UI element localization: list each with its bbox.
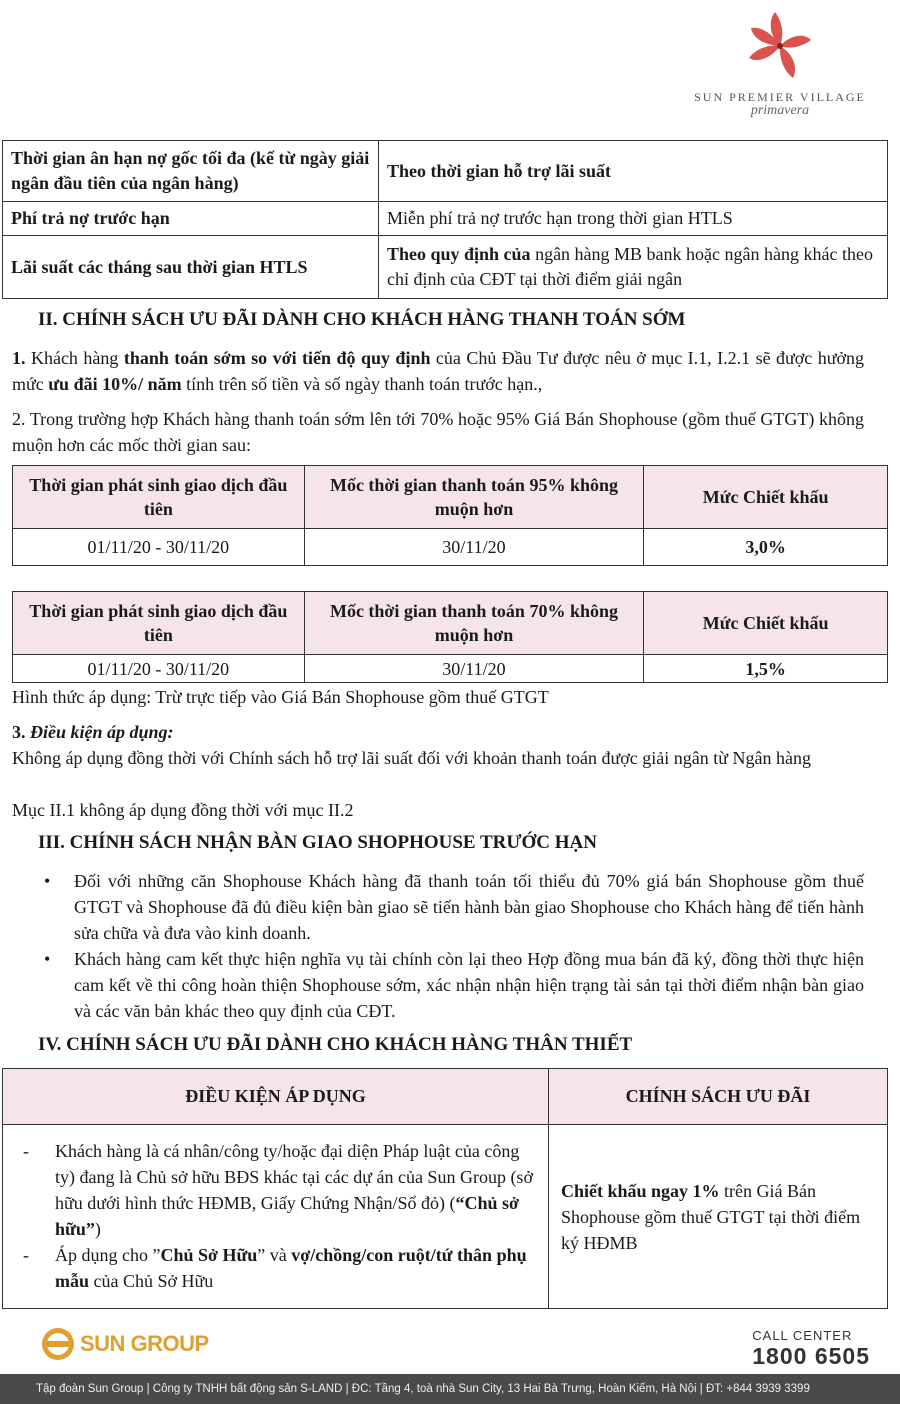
column-header: CHÍNH SÁCH ƯU ĐÃI — [549, 1069, 888, 1125]
table-row — [3, 236, 888, 299]
conditions-label: Điều kiện áp dụng: — [30, 722, 174, 742]
table-cell: Lãi suất các tháng sau thời gian HTLS — [3, 236, 379, 299]
table-cell: Thời gian ân hạn nợ gốc tối đa (kể từ ngày giải ngân đầu tiên của ngân hàng) — [3, 141, 379, 202]
item-number: 1. — [12, 348, 26, 368]
item-number: 3. — [12, 722, 26, 742]
conditions-paragraph-2: Mục II.1 không áp dụng đồng thời với mục II.2 — [12, 800, 354, 820]
table-cell: 30/11/20 — [304, 529, 644, 566]
bullet-icon: • — [44, 949, 51, 969]
dash-icon: - — [23, 1140, 29, 1161]
table-header-row — [3, 1069, 888, 1125]
table-cell — [379, 236, 888, 299]
flower-icon — [745, 8, 815, 84]
call-center-phone: 1800 6505 — [752, 1343, 870, 1369]
list-item — [23, 1138, 536, 1242]
column-header: Mốc thời gian thanh toán 70% không muộn hơn — [304, 592, 644, 655]
table-cell: 01/11/20 - 30/11/20 — [13, 655, 305, 683]
table-cell: 3,0% — [644, 529, 888, 566]
loyal-customer-table — [2, 1068, 888, 1309]
dash-icon: - — [23, 1244, 29, 1265]
text: Khách hàng là cá nhân/công ty/hoặc đại diện Pháp luật của công ty) đang là Chủ sở hữu BĐS khác tại các dự án của Sun Group (sở hữu dưới hình thức HĐMB, Giấy Chứng Nhận/Sổ đỏ) ( — [55, 1140, 533, 1213]
text: tính trên số tiền và số ngày thanh toán trước hạn., — [181, 374, 543, 394]
column-header: ĐIỀU KIỆN ÁP DỤNG — [3, 1069, 549, 1125]
bold-text: Theo quy định của — [387, 244, 531, 264]
table-row — [3, 1125, 888, 1309]
text: ) — [94, 1218, 101, 1239]
list-item — [44, 946, 864, 1024]
text: ” và — [257, 1244, 292, 1265]
bold-text: ưu đãi 10%/ năm — [48, 374, 182, 394]
company-name: SUN GROUP — [80, 1331, 209, 1356]
bullet-icon: • — [44, 871, 51, 891]
table-header-row — [13, 592, 888, 655]
footer-address-bar: Tập đoàn Sun Group | Công ty TNHH bất động sản S-LAND | ĐC: Tầng 4, toà nhà Sun City, 13 Hai Bà Trưng, Hoàn Kiếm, Hà Nội | ĐT: +844 3939 3399 — [0, 1374, 900, 1404]
table-row — [3, 202, 888, 236]
footer — [0, 1314, 900, 1404]
call-center — [752, 1328, 870, 1370]
conditions-paragraph-1: Không áp dụng đồng thời với Chính sách hỗ trợ lãi suất đối với khoản thanh toán được giải ngân từ Ngân hàng — [12, 748, 811, 768]
conditions-title — [12, 719, 174, 745]
list-item — [23, 1242, 536, 1294]
list-item — [44, 868, 864, 946]
text: của Chủ Đầu Tư được nêu ở mục I.1, I.2.1 sẽ được hưởng mức — [12, 348, 865, 394]
table-row — [13, 655, 888, 683]
column-header: Mốc thời gian thanh toán 95% không muộn hơn — [304, 466, 644, 529]
section-2-heading: II. CHÍNH SÁCH ƯU ĐÃI DÀNH CHO KHÁCH HÀNG THANH TOÁN SỚM — [38, 309, 686, 330]
section-4-heading: IV. CHÍNH SÁCH ƯU ĐÃI DÀNH CHO KHÁCH HÀNG THÂN THIẾT — [38, 1034, 633, 1055]
table-cell: Phí trả nợ trước hạn — [3, 202, 379, 236]
column-header: Mức Chiết khấu — [644, 466, 888, 529]
bold-text: thanh toán sớm so với tiến độ quy định — [123, 348, 431, 368]
discount-70-table — [12, 591, 888, 683]
sun-premier-village-logo — [680, 0, 880, 135]
bold-text: “Chủ sở hữu” — [55, 1192, 520, 1239]
table-cell: Miễn phí trả nợ trước hạn trong thời gian HTLS — [379, 202, 888, 236]
table-cell: 01/11/20 - 30/11/20 — [13, 529, 305, 566]
policy-cell — [549, 1125, 888, 1309]
column-header: Thời gian phát sinh giao dịch đầu tiên — [13, 592, 305, 655]
sun-icon — [40, 1326, 76, 1362]
section-3-heading: III. CHÍNH SÁCH NHẬN BÀN GIAO SHOPHOUSE TRƯỚC HẠN — [38, 832, 597, 853]
discount-95-table — [12, 465, 888, 566]
column-header: Thời gian phát sinh giao dịch đầu tiên — [13, 466, 305, 529]
logo-brand: SUN PREMIER VILLAGE — [694, 90, 866, 104]
bold-text: vợ/chồng/con ruột/tứ thân phụ mẫu — [55, 1244, 527, 1291]
table-row — [3, 141, 888, 202]
bold-text: Chiết khấu ngay 1% — [561, 1180, 720, 1201]
column-header: Mức Chiết khấu — [644, 592, 888, 655]
table-cell: 30/11/20 — [304, 655, 644, 683]
apply-form-text: Hình thức áp dụng: Trừ trực tiếp vào Giá Bán Shophouse gồm thuế GTGT — [12, 687, 549, 707]
table-header-row — [13, 466, 888, 529]
table-row — [13, 529, 888, 566]
handover-bullet-list — [44, 868, 864, 1024]
section-2-paragraph-2: 2. Trong trường hợp Khách hàng thanh toán sớm lên tới 70% hoặc 95% Giá Bán Shophouse (gồm thuế GTGT) không muộn hơn các mốc thời gian sau: — [12, 409, 864, 455]
sun-group-logo — [40, 1326, 209, 1362]
text: Đối với những căn Shophouse Khách hàng đã thanh toán tối thiểu đủ 70% giá bán Shophouse gồm thuế GTGT và Shophouse đã đủ điều kiện bàn giao sẽ tiến hành bàn giao Shophouse cho Khách hàng để tiến hành sửa chữa và đưa vào kinh doanh. — [74, 871, 864, 943]
text: của Chủ Sở Hữu — [89, 1270, 214, 1291]
loan-terms-table — [2, 140, 888, 299]
text: Áp dụng cho ” — [55, 1244, 161, 1265]
call-center-label: CALL CENTER — [752, 1328, 853, 1343]
table-cell: Theo thời gian hỗ trợ lãi suất — [379, 141, 888, 202]
text: ngân hàng MB bank hoặc ngân hàng khác theo chỉ định của CĐT tại thời điểm giải ngân — [387, 244, 873, 289]
logo-sub: primavera — [750, 103, 810, 118]
bold-text: Chủ Sở Hữu — [160, 1244, 258, 1265]
section-2-paragraph-1 — [12, 345, 864, 397]
conditions-cell — [3, 1125, 549, 1309]
table-cell: 1,5% — [644, 655, 888, 683]
text: trên Giá Bán Shophouse gồm thuế GTGT tại thời điểm ký HĐMB — [561, 1180, 861, 1253]
text: Khách hàng cam kết thực hiện nghĩa vụ tài chính còn lại theo Hợp đồng mua bán đã ký, đồng thời thực hiện cam kết về thi công hoàn thiện Shophouse sớm, xác nhận nhận hiện trạng tài sản tại thời điểm nhận bàn giao và các văn bản khác theo quy định của CĐT. — [74, 949, 864, 1021]
text: Khách hàng — [25, 348, 124, 368]
